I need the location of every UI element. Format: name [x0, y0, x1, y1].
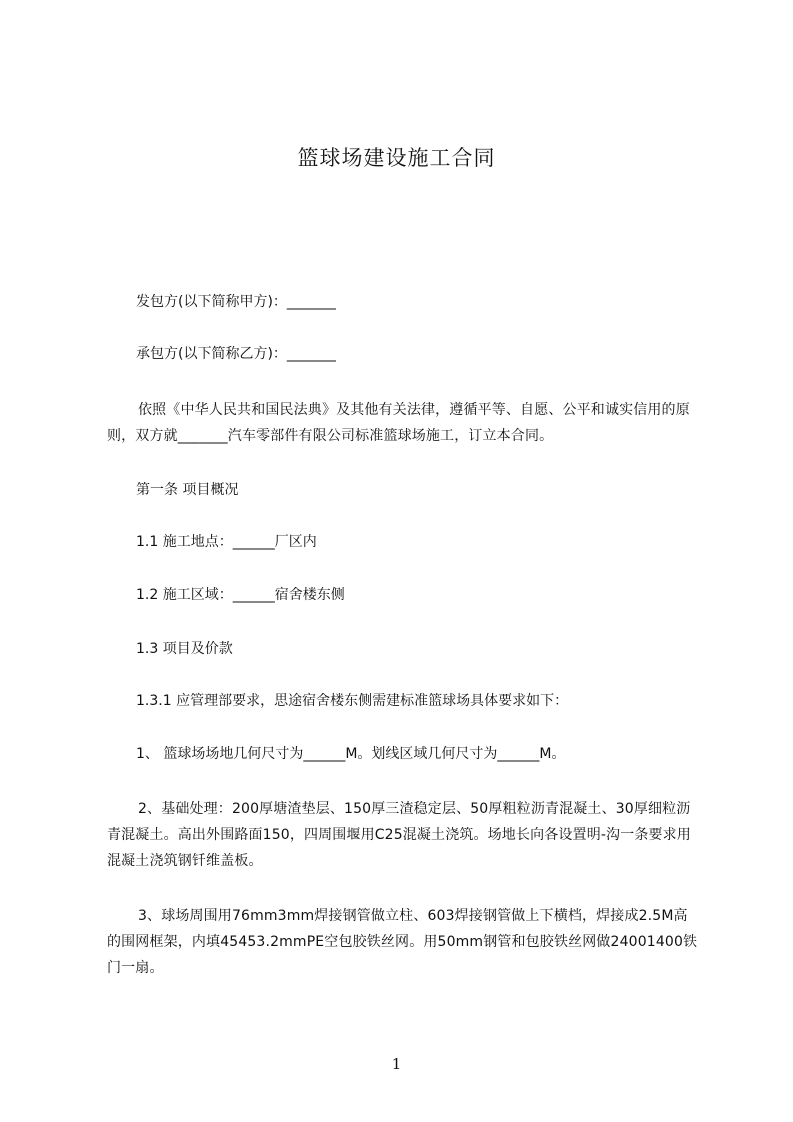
party-b-line: 承包方(以下简称乙方)：_______ [136, 346, 336, 362]
item-1-2: 1.2 施工区域：______宿舍楼东侧 [136, 587, 345, 603]
requirement-3: 3、球场周围用76mm3mm焊接钢管做立柱、603焊接钢管做上下横档，焊接成2.5M高的围网框架，内填45453.2mmPE空包胶铁丝网。用50mm钢管和包胶铁丝网做24001400铁门一扇。 [107, 908, 698, 976]
article-1-heading: 第一条 项目概况 [136, 482, 239, 498]
item-1-3: 1.3 项目及价款 [136, 641, 233, 657]
intro-paragraph: 依照《中华人民共和国民法典》及其他有关法律，遵循平等、自愿、公平和诚实信用的原则，双方就_______汽车零部件有限公司标准篮球场施工，订立本合同。 [107, 402, 690, 444]
item-1-3-1: 1.3.1 应管理部要求，思途宿舍楼东侧需建标准篮球场具体要求如下： [136, 693, 569, 709]
party-a-line: 发包方(以下简称甲方)：_______ [136, 294, 336, 310]
document-title: 篮球场建设施工合同 [297, 146, 496, 170]
requirement-1: 1、 篮球场场地几何尺寸为______M。划线区域几何尺寸为______M。 [136, 746, 566, 762]
page-number: 1 [391, 1055, 402, 1073]
item-1-1: 1.1 施工地点：______厂区内 [136, 534, 317, 550]
requirement-2: 2、基础处理：200厚塘渣垫层、150厚三渣稳定层、50厚粗粒沥青混凝土、30厚细粒沥青混凝土。高出外围路面150，四周围堰用C25混凝土浇筑。场地长向各设置明-沟一条要求用混凝土浇筑钢钎维盖板。 [107, 801, 691, 869]
